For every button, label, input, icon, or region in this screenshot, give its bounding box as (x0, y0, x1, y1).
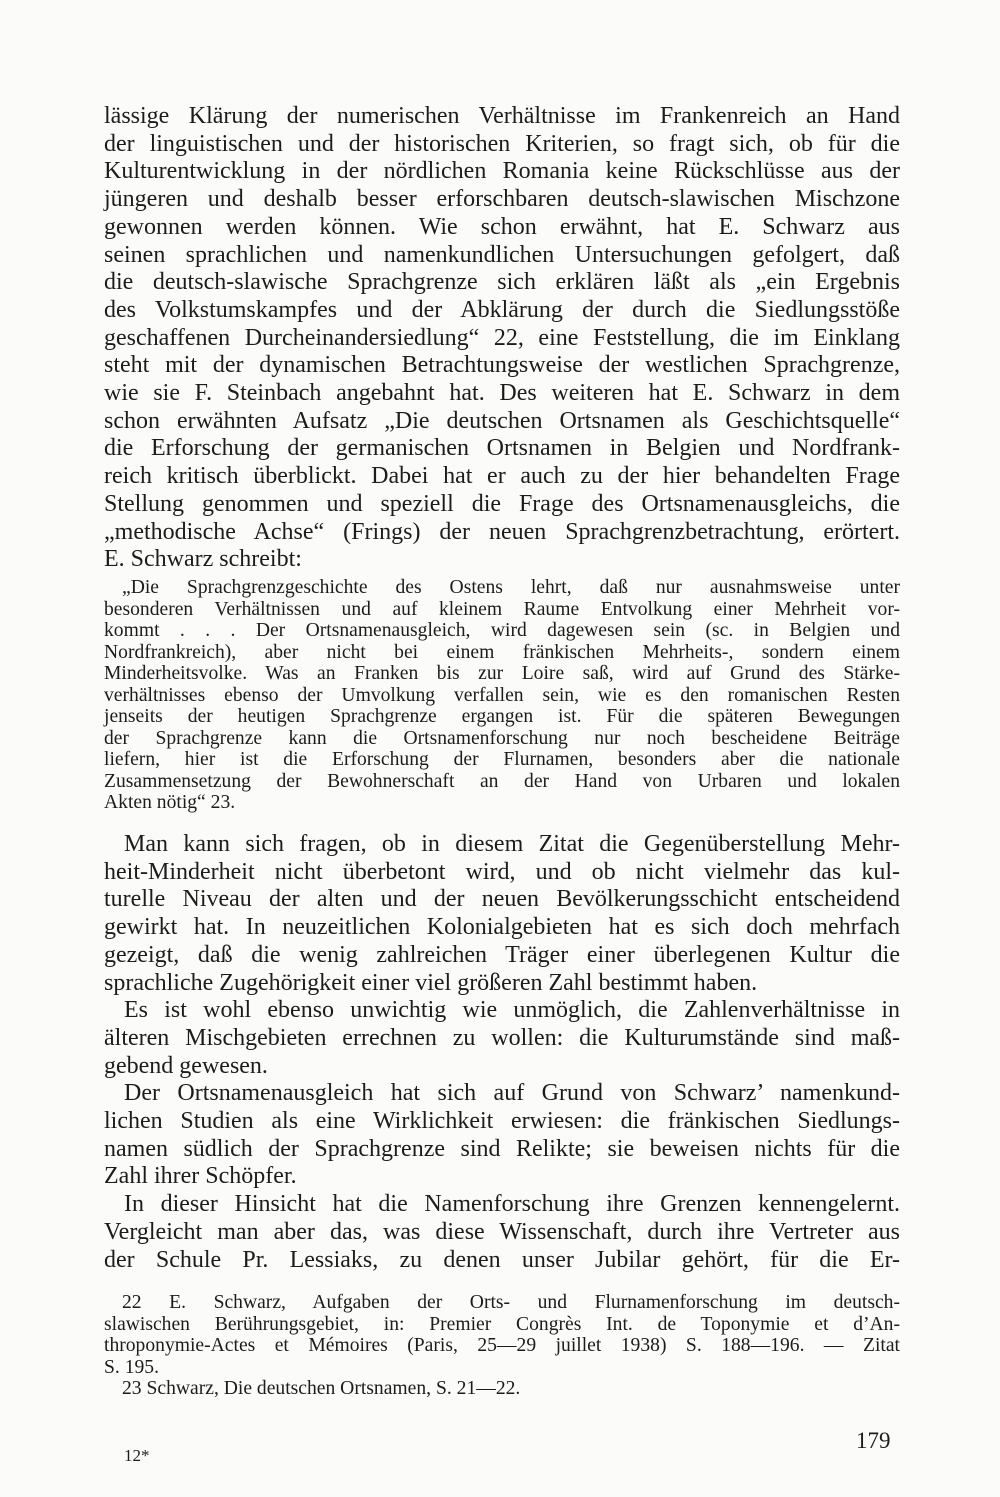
footnote-line: slawischen Berührungsgebiet, in: Premier Congrès Int. de Toponymie et d’An- (104, 1313, 900, 1335)
quote-line: besonderen Verhältnissen und auf kleinem Raume Entvolkung einer Mehrheit vor- (104, 598, 900, 620)
text-line: der linguistischen und der historischen Kriterien, so fragt sich, ob für die (104, 130, 900, 157)
text-line: sprachliche Zugehörigkeit einer viel größeren Zahl bestimmt haben. (104, 969, 758, 996)
quote-line: Minderheitsvolke. Was an Franken bis zur Loire saß, wird auf Grund des Stärke- (104, 663, 900, 684)
text-line: Man kann sich fragen, ob in diesem Zitat die Gegenüberstellung Mehr- (124, 831, 900, 857)
text-line: lässige Klärung der numerischen Verhältnisse im Frankenreich an Hand (104, 103, 900, 129)
text-line: E. Schwarz schreibt: (104, 546, 302, 573)
quote-line: Zusammensetzung der Bewohnerschaft an der Hand von Urbaren und lokalen (104, 770, 900, 792)
text-line: reich kritisch überblickt. Dabei hat er auch zu der hier behandelten Frage (104, 463, 900, 490)
text-line: der Schule Pr. Lessiaks, zu denen unser Jubilar gehört, für die Er- (104, 1246, 900, 1273)
text-line: wie sie F. Steinbach angebahnt hat. Des weiteren hat E. Schwarz in dem (104, 380, 900, 407)
text-line: gewonnen werden können. Wie schon erwähnt, hat E. Schwarz aus (104, 213, 900, 240)
quote-line: der Sprachgrenze kann die Ortsnamenforschung nur noch bescheidene Beiträge (104, 727, 900, 749)
quote-line: kommt . . . Der Ortsnamenausgleich, wird dagewesen sein (sc. in Belgien und (104, 620, 900, 641)
text-line: Kulturentwicklung in der nördlichen Romania keine Rückschlüsse aus der (104, 158, 900, 185)
text-line: Zahl ihrer Schöpfer. (104, 1163, 297, 1190)
text-line: geschaffenen Durcheinandersiedlung“ 22, eine Feststellung, die im Einklang (104, 324, 900, 351)
text-line: älteren Mischgebieten errechnen zu wollen: die Kulturumstände sind maß- (104, 1024, 900, 1051)
footnote-line: 22 E. Schwarz, Aufgaben der Orts- und Flurnamenforschung im deutsch- (122, 1292, 900, 1313)
body-paragraph-bottom (104, 831, 900, 1274)
text-line: turelle Niveau der alten und der neuen Bevölkerungsschicht entscheidend (104, 886, 900, 913)
quote-line: liefern, hier ist die Erforschung der Flurnamen, besonders aber die nationale (104, 749, 900, 770)
footnote-line: 23 Schwarz, Die deutschen Ortsnamen, S. 21—22. (122, 1378, 521, 1399)
text-line: gebend gewesen. (104, 1052, 268, 1079)
body-paragraph-top (104, 103, 900, 574)
quote-line: jenseits der heutigen Sprachgrenze ergangen ist. Für die späteren Bewegungen (104, 706, 900, 727)
footnotes (104, 1292, 900, 1400)
text-line: seinen sprachlichen und namenkundlichen Untersuchungen gefolgert, daß (104, 241, 900, 268)
text-line: die Erforschung der germanischen Ortsnamen in Belgien und Nordfrank- (104, 435, 900, 462)
text-line: namen südlich der Sprachgrenze sind Relikte; sie beweisen nichts für die (104, 1135, 900, 1162)
text-line: gezeigt, daß die wenig zahlreichen Träger einer überlegenen Kultur die (104, 941, 900, 968)
page-number: 179 (856, 1428, 891, 1453)
text-line: heit-Minderheit nicht überbetont wird, und ob nicht vielmehr das kul- (104, 858, 900, 885)
text-line: Vergleicht man aber das, was diese Wissenschaft, durch ihre Vertreter aus (104, 1218, 900, 1245)
block-quote (104, 577, 900, 814)
text-line: Der Ortsnamenausgleich hat sich auf Grund von Schwarz’ namenkund- (124, 1080, 900, 1107)
text-line: steht mit der dynamischen Betrachtungsweise der westlichen Sprachgrenze, (104, 352, 900, 379)
text-line: Stellung genommen und speziell die Frage des Ortsnamenausgleichs, die (104, 490, 900, 517)
text-line: Es ist wohl ebenso unwichtig wie unmöglich, die Zahlenverhältnisse in (124, 997, 900, 1024)
text-line: „methodische Achse“ (Frings) der neuen Sprachgrenzbetrachtung, erörtert. (104, 518, 900, 545)
text-line: schon erwähnten Aufsatz „Die deutschen Ortsnamen als Geschichtsquelle“ (104, 407, 900, 434)
footnote-line: throponymie-Actes et Mémoires (Paris, 25—29 juillet 1938) S. 188—196. — Zitat (104, 1335, 900, 1356)
text-line: lichen Studien als eine Wirklichkeit erwiesen: die fränkischen Siedlungs- (104, 1108, 900, 1135)
text-line: des Volkstumskampfes und der Abklärung der durch die Siedlungsstöße (104, 296, 900, 323)
quote-line: Akten nötig“ 23. (104, 792, 236, 813)
text-line: In dieser Hinsicht hat die Namenforschung ihre Grenzen kennengelernt. (124, 1191, 900, 1218)
quote-line: „Die Sprachgrenzgeschichte des Ostens lehrt, daß nur ausnahmsweise unter (122, 577, 900, 598)
text-line: jüngeren und deshalb besser erforschbaren deutsch-slawischen Mischzone (104, 186, 900, 213)
signature-mark: 12* (124, 1446, 150, 1465)
footnote-line: S. 195. (104, 1356, 159, 1378)
text-line: die deutsch-slawische Sprachgrenze sich erklären läßt als „ein Ergebnis (104, 269, 900, 296)
quote-line: Nordfrankreich), aber nicht bei einem fränkischen Mehrheits-, sondern einem (104, 641, 900, 663)
quote-line: verhältnisses ebenso der Umvolkung verfallen sein, wie es den romanischen Resten (104, 684, 900, 706)
text-line: gewirkt hat. In neuzeitlichen Kolonialgebieten hat es sich doch mehrfach (104, 914, 900, 941)
